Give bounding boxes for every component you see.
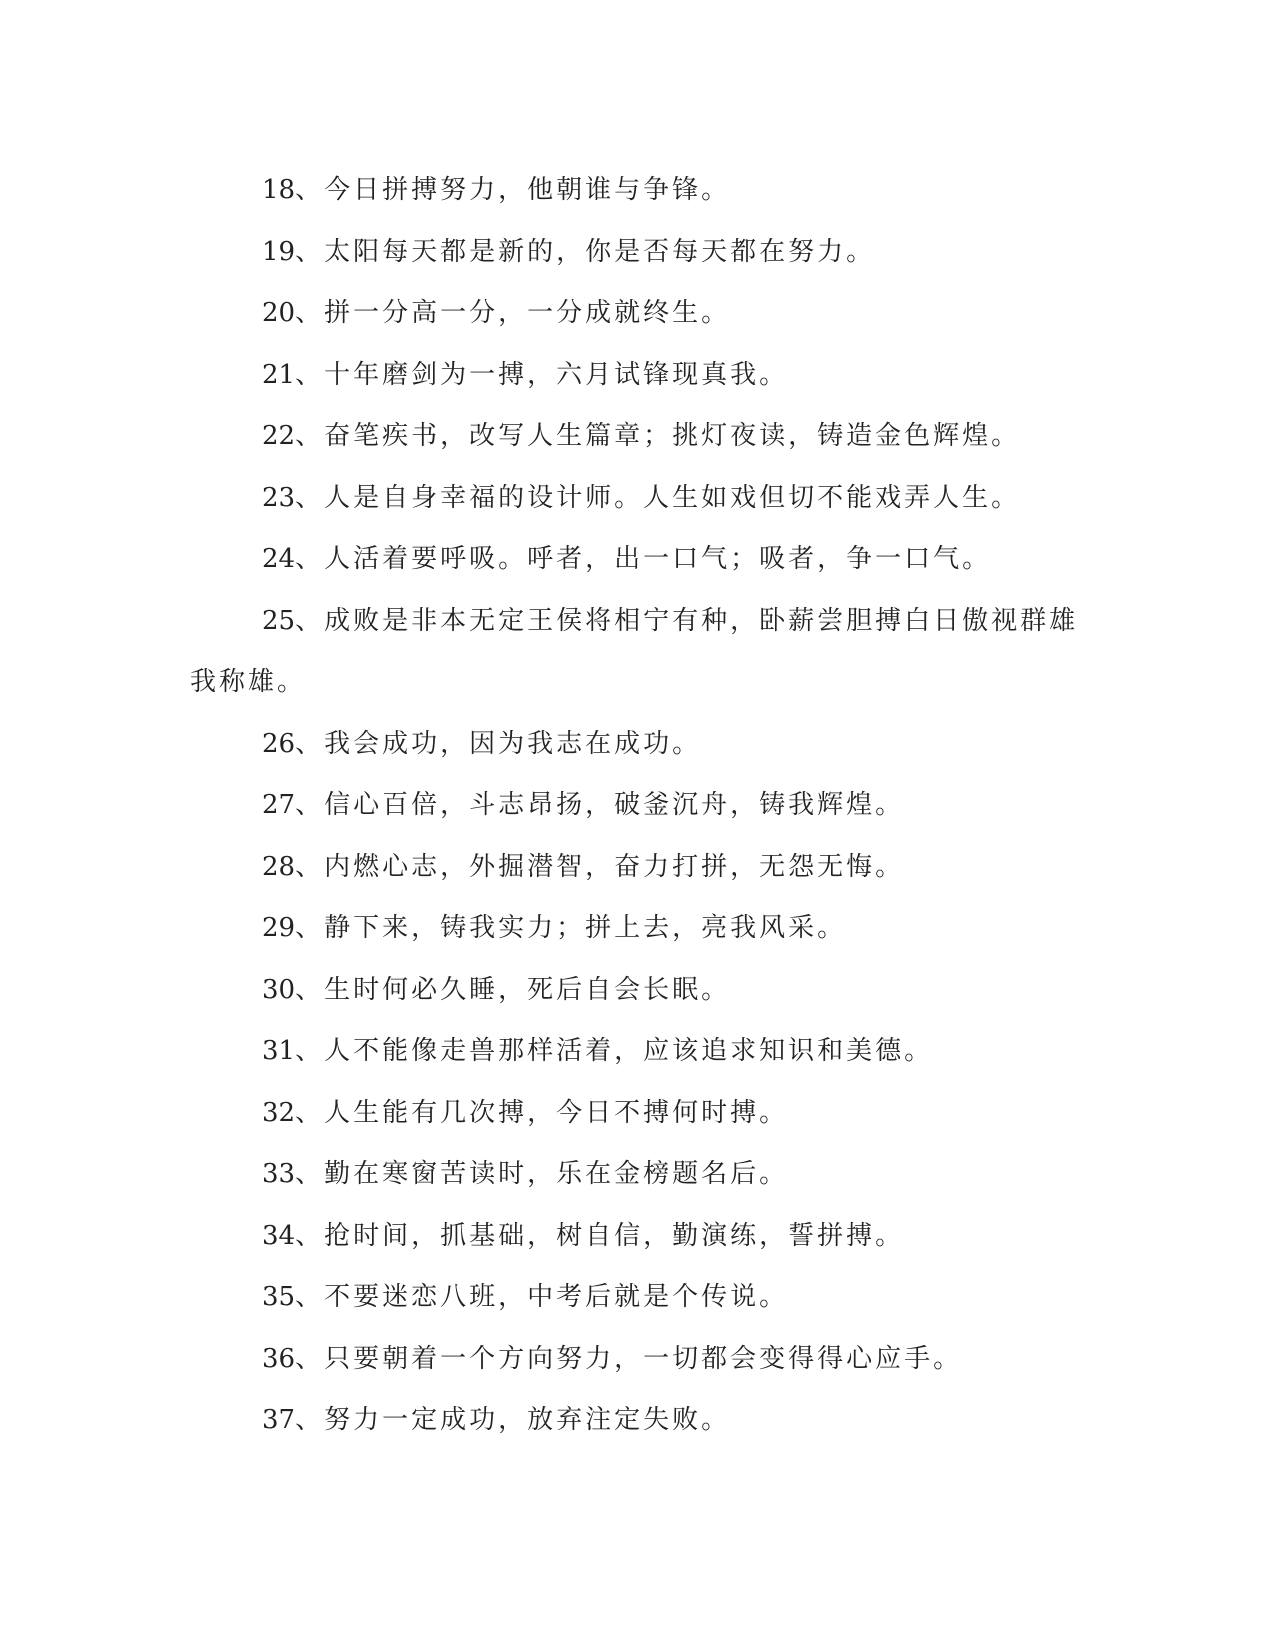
item-number: 29 [262,913,296,943]
item-number: 18 [262,175,296,205]
list-item [190,837,1090,899]
item-text: 人不能像走兽那样活着，应该追求知识和美德。 [324,1036,934,1066]
item-separator: 、 [295,1405,325,1435]
item-separator: 、 [295,236,325,267]
item-number: 32 [262,1097,296,1128]
item-text: 勤在寒窗苦读时，乐在金榜题名后。 [324,1159,789,1189]
list-item [190,1267,1090,1329]
list-item [190,222,1090,284]
list-item [190,1083,1090,1145]
item-text: 只要朝着一个方向努力，一切都会变得得心应手。 [324,1343,963,1374]
list-item [190,1144,1090,1206]
item-number: 22 [262,421,296,451]
item-number: 20 [262,298,296,328]
list-item [190,345,1090,407]
item-number: 31 [262,1036,296,1066]
item-number: 24 [262,544,296,574]
item-separator: 、 [295,605,325,636]
item-number: 25 [262,605,296,636]
item-text: 人生能有几次搏，今日不搏何时搏。 [324,1097,789,1128]
list-item [190,775,1090,837]
item-separator: 、 [295,728,325,759]
item-number: 27 [262,790,296,820]
list-item [190,406,1090,468]
list-item [190,160,1090,222]
item-text: 成败是非本无定王侯将相宁有种，卧薪尝胆搏白日傲视群雄我称雄。 [190,605,1079,697]
item-separator: 、 [295,851,325,882]
item-text: 我会成功，因为我志在成功。 [324,728,702,759]
item-text: 太阳每天都是新的，你是否每天都在努力。 [324,236,876,267]
item-number: 37 [262,1405,296,1435]
item-number: 21 [262,359,296,390]
item-text: 拼一分高一分，一分成就终生。 [324,298,731,328]
item-number: 36 [262,1343,296,1374]
item-number: 19 [262,236,296,267]
item-number: 34 [262,1220,296,1251]
item-text: 不要迷恋八班，中考后就是个传说。 [324,1282,789,1312]
item-separator: 、 [295,974,325,1005]
list-item [190,898,1090,960]
list-item [190,1390,1090,1452]
item-text: 生时何必久睡，死后自会长眠。 [324,974,731,1005]
list-item [190,714,1090,776]
item-text: 静下来，铸我实力；拼上去，亮我风采。 [324,913,847,943]
item-separator: 、 [295,913,325,943]
item-text: 奋笔疾书，改写人生篇章；挑灯夜读，铸造金色辉煌。 [324,421,1021,451]
item-separator: 、 [295,790,325,820]
item-separator: 、 [295,298,325,328]
item-text: 十年磨剑为一搏，六月试锋现真我。 [324,359,789,390]
list-item [190,960,1090,1022]
item-text: 人是自身幸福的设计师。人生如戏但切不能戏弄人生。 [324,482,1021,513]
item-separator: 、 [295,482,325,513]
item-number: 35 [262,1282,296,1312]
item-number: 30 [262,974,296,1005]
item-number: 26 [262,728,296,759]
item-separator: 、 [295,544,325,574]
item-text: 内燃心志，外掘潜智，奋力打拼，无怨无悔。 [324,851,905,882]
item-number: 28 [262,851,296,882]
list-item [190,591,1090,714]
item-text: 今日拼搏努力，他朝谁与争锋。 [324,175,731,205]
item-text: 人活着要呼吸。呼者，出一口气；吸者，争一口气。 [324,544,992,574]
item-number: 33 [262,1159,296,1189]
item-separator: 、 [295,175,325,205]
list-item [190,529,1090,591]
quote-list [190,160,1090,1452]
item-separator: 、 [295,1097,325,1128]
list-item [190,1021,1090,1083]
item-separator: 、 [295,1343,325,1374]
item-text: 抢时间，抓基础，树自信，勤演练，誓拼搏。 [324,1220,905,1251]
list-item [190,1329,1090,1391]
item-separator: 、 [295,1159,325,1189]
item-number: 23 [262,482,296,513]
item-separator: 、 [295,1220,325,1251]
item-separator: 、 [295,421,325,451]
list-item [190,468,1090,530]
list-item [190,1206,1090,1268]
list-item [190,283,1090,345]
item-text: 努力一定成功，放弃注定失败。 [324,1405,731,1435]
item-text: 信心百倍，斗志昂扬，破釜沉舟，铸我辉煌。 [324,790,905,820]
item-separator: 、 [295,1036,325,1066]
item-separator: 、 [295,359,325,390]
item-separator: 、 [295,1282,325,1312]
